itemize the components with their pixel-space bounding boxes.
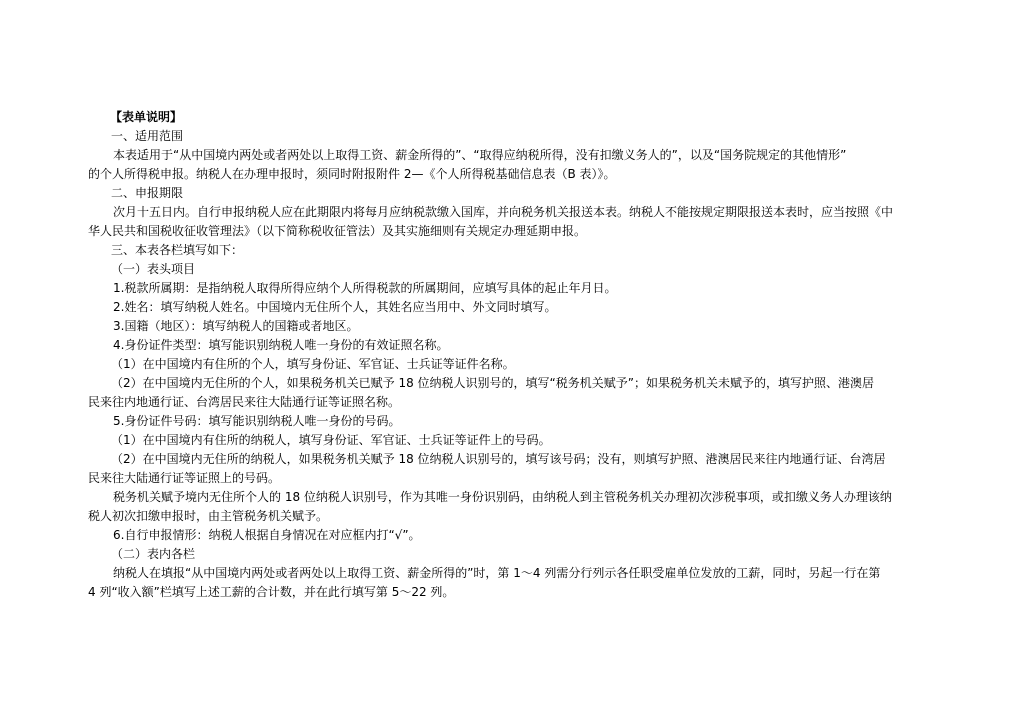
paragraph-line: 民来往内地通行证、台湾居民来往大陆通行证等证照名称。: [88, 395, 401, 409]
paragraph-line: （1）在中国境内有住所的纳税人，填写身份证、军官证、士兵证等证件上的号码。: [111, 433, 551, 447]
section-heading-scope: 一、适用范围: [111, 129, 184, 143]
paragraph-line: 3.国籍（地区）：填写纳税人的国籍或者地区。: [113, 319, 359, 333]
subsection-heading-body: （二）表内各栏: [111, 547, 196, 561]
form-instructions: [88, 108, 950, 602]
doc-title: 【表单说明】: [110, 110, 183, 124]
paragraph-line: 5.身份证件号码：填写能识别纳税人唯一身份的号码。: [113, 414, 401, 428]
paragraph-line: （1）在中国境内有住所的个人，填写身份证、军官证、士兵证等证件名称。: [111, 357, 515, 371]
paragraph-line: 纳税人在填报“从中国境内两处或者两处以上取得工资、薪金所得的”时，第 1～4 列需分行列示各任职受雇单位发放的工薪，同时，另起一行在第: [113, 566, 881, 580]
paragraph-line: 民来往大陆通行证等证照上的号码。: [88, 471, 281, 485]
paragraph-line: 次月十五日内。自行申报纳税人应在此期限内将每月应纳税款缴入国库，并向税务机关报送本表。纳税人不能按规定期限报送本表时，应当按照《中: [113, 205, 894, 219]
paragraph-line: 本表适用于“从中国境内两处或者两处以上取得工资、薪金所得的”、“取得应纳税所得，没有扣缴义务人的”，以及“国务院规定的其他情形”: [113, 148, 847, 162]
paragraph-line: 的个人所得税申报。纳税人在办理申报时，须同时附报附件 2—《个人所得税基础信息表（B 表）》。: [88, 167, 616, 181]
paragraph-line: （2）在中国境内无住所的纳税人，如果税务机关赋予 18 位纳税人识别号的，填写该号码；没有，则填写护照、港澳居民来往内地通行证、台湾居: [111, 452, 886, 466]
paragraph-line: 4 列“收入额”栏填写上述工薪的合计数，并在此行填写第 5～22 列。: [88, 585, 455, 599]
paragraph-line: 税务机关赋予境内无住所个人的 18 位纳税人识别号，作为其唯一身份识别码，由纳税人到主管税务机关办理初次涉税事项，或扣缴义务人办理该纳: [113, 490, 892, 504]
section-heading-deadline: 二、申报期限: [111, 186, 184, 200]
paragraph-line: 4.身份证件类型：填写能识别纳税人唯一身份的有效证照名称。: [113, 338, 449, 352]
paragraph-line: （2）在中国境内无住所的个人，如果税务机关已赋予 18 位纳税人识别号的，填写“税务机关赋予”；如果税务机关未赋予的，填写护照、港澳居: [111, 376, 874, 390]
paragraph-line: 1.税款所属期：是指纳税人取得所得应纳个人所得税款的所属期间，应填写具体的起止年月日。: [113, 281, 617, 295]
paragraph-line: 税人初次扣缴申报时，由主管税务机关赋予。: [88, 509, 329, 523]
subsection-heading-header: （一）表头项目: [111, 262, 196, 276]
paragraph-line: 2.姓名：填写纳税人姓名。中国境内无住所个人，其姓名应当用中、外文同时填写。: [113, 300, 557, 314]
paragraph-line: 6.自行申报情形：纳税人根据自身情况在对应框内打“√”。: [113, 528, 421, 542]
section-heading-fields: 三、本表各栏填写如下：: [111, 243, 244, 257]
paragraph-line: 华人民共和国税收征收管理法》（以下简称税收征管法）及其实施细则有关规定办理延期申报。: [88, 224, 587, 238]
